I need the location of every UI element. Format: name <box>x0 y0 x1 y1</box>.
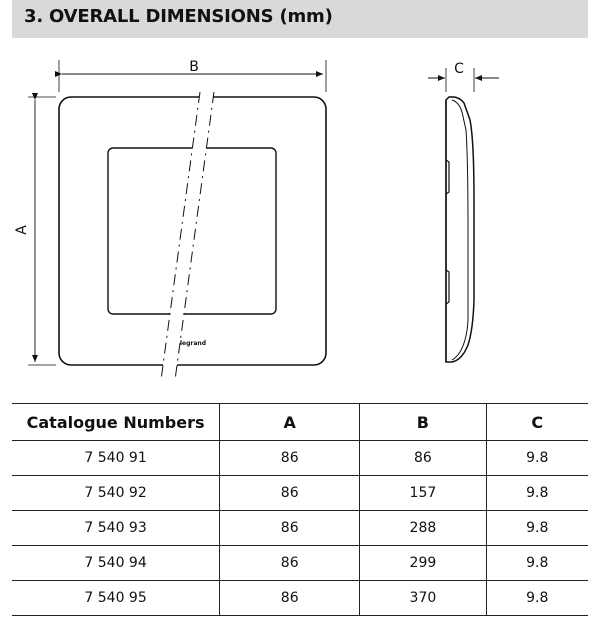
cell-b: 370 <box>360 581 486 616</box>
section-title: 3. OVERALL DIMENSIONS (mm) <box>24 6 333 27</box>
cell-a: 86 <box>220 581 360 616</box>
cell-a: 86 <box>220 546 360 581</box>
cell-c: 9.8 <box>486 581 588 616</box>
cell-a: 86 <box>220 511 360 546</box>
break-band <box>161 92 214 380</box>
cell-catalogue: 7 540 95 <box>12 581 220 616</box>
side-profile-outer <box>446 97 474 362</box>
header-catalogue: Catalogue Numbers <box>12 404 220 441</box>
header-a: A <box>220 404 360 441</box>
dimensions-table <box>12 403 588 616</box>
cell-c: 9.8 <box>486 441 588 476</box>
cell-c: 9.8 <box>486 476 588 511</box>
cell-b: 86 <box>360 441 486 476</box>
table-row <box>12 546 588 581</box>
table-row <box>12 441 588 476</box>
cell-b: 157 <box>360 476 486 511</box>
cell-catalogue: 7 540 91 <box>12 441 220 476</box>
cell-b: 299 <box>360 546 486 581</box>
front-view <box>14 59 326 380</box>
cell-b: 288 <box>360 511 486 546</box>
cell-catalogue: 7 540 94 <box>12 546 220 581</box>
table-row <box>12 581 588 616</box>
cell-a: 86 <box>220 441 360 476</box>
dim-label-a: A <box>14 225 30 235</box>
table-row <box>12 511 588 546</box>
cell-catalogue: 7 540 92 <box>12 476 220 511</box>
cell-c: 9.8 <box>486 546 588 581</box>
brand-mark: legrand <box>180 340 206 347</box>
header-b: B <box>360 404 486 441</box>
header-c: C <box>486 404 588 441</box>
technical-drawing <box>0 38 600 398</box>
section-header <box>12 0 588 38</box>
dim-label-c: C <box>454 61 464 77</box>
table-row <box>12 476 588 511</box>
side-profile-inner <box>452 100 468 360</box>
cell-c: 9.8 <box>486 511 588 546</box>
side-view <box>428 61 499 362</box>
cell-catalogue: 7 540 93 <box>12 511 220 546</box>
table-header-row <box>12 404 588 441</box>
cell-a: 86 <box>220 476 360 511</box>
dim-label-b: B <box>189 59 199 75</box>
